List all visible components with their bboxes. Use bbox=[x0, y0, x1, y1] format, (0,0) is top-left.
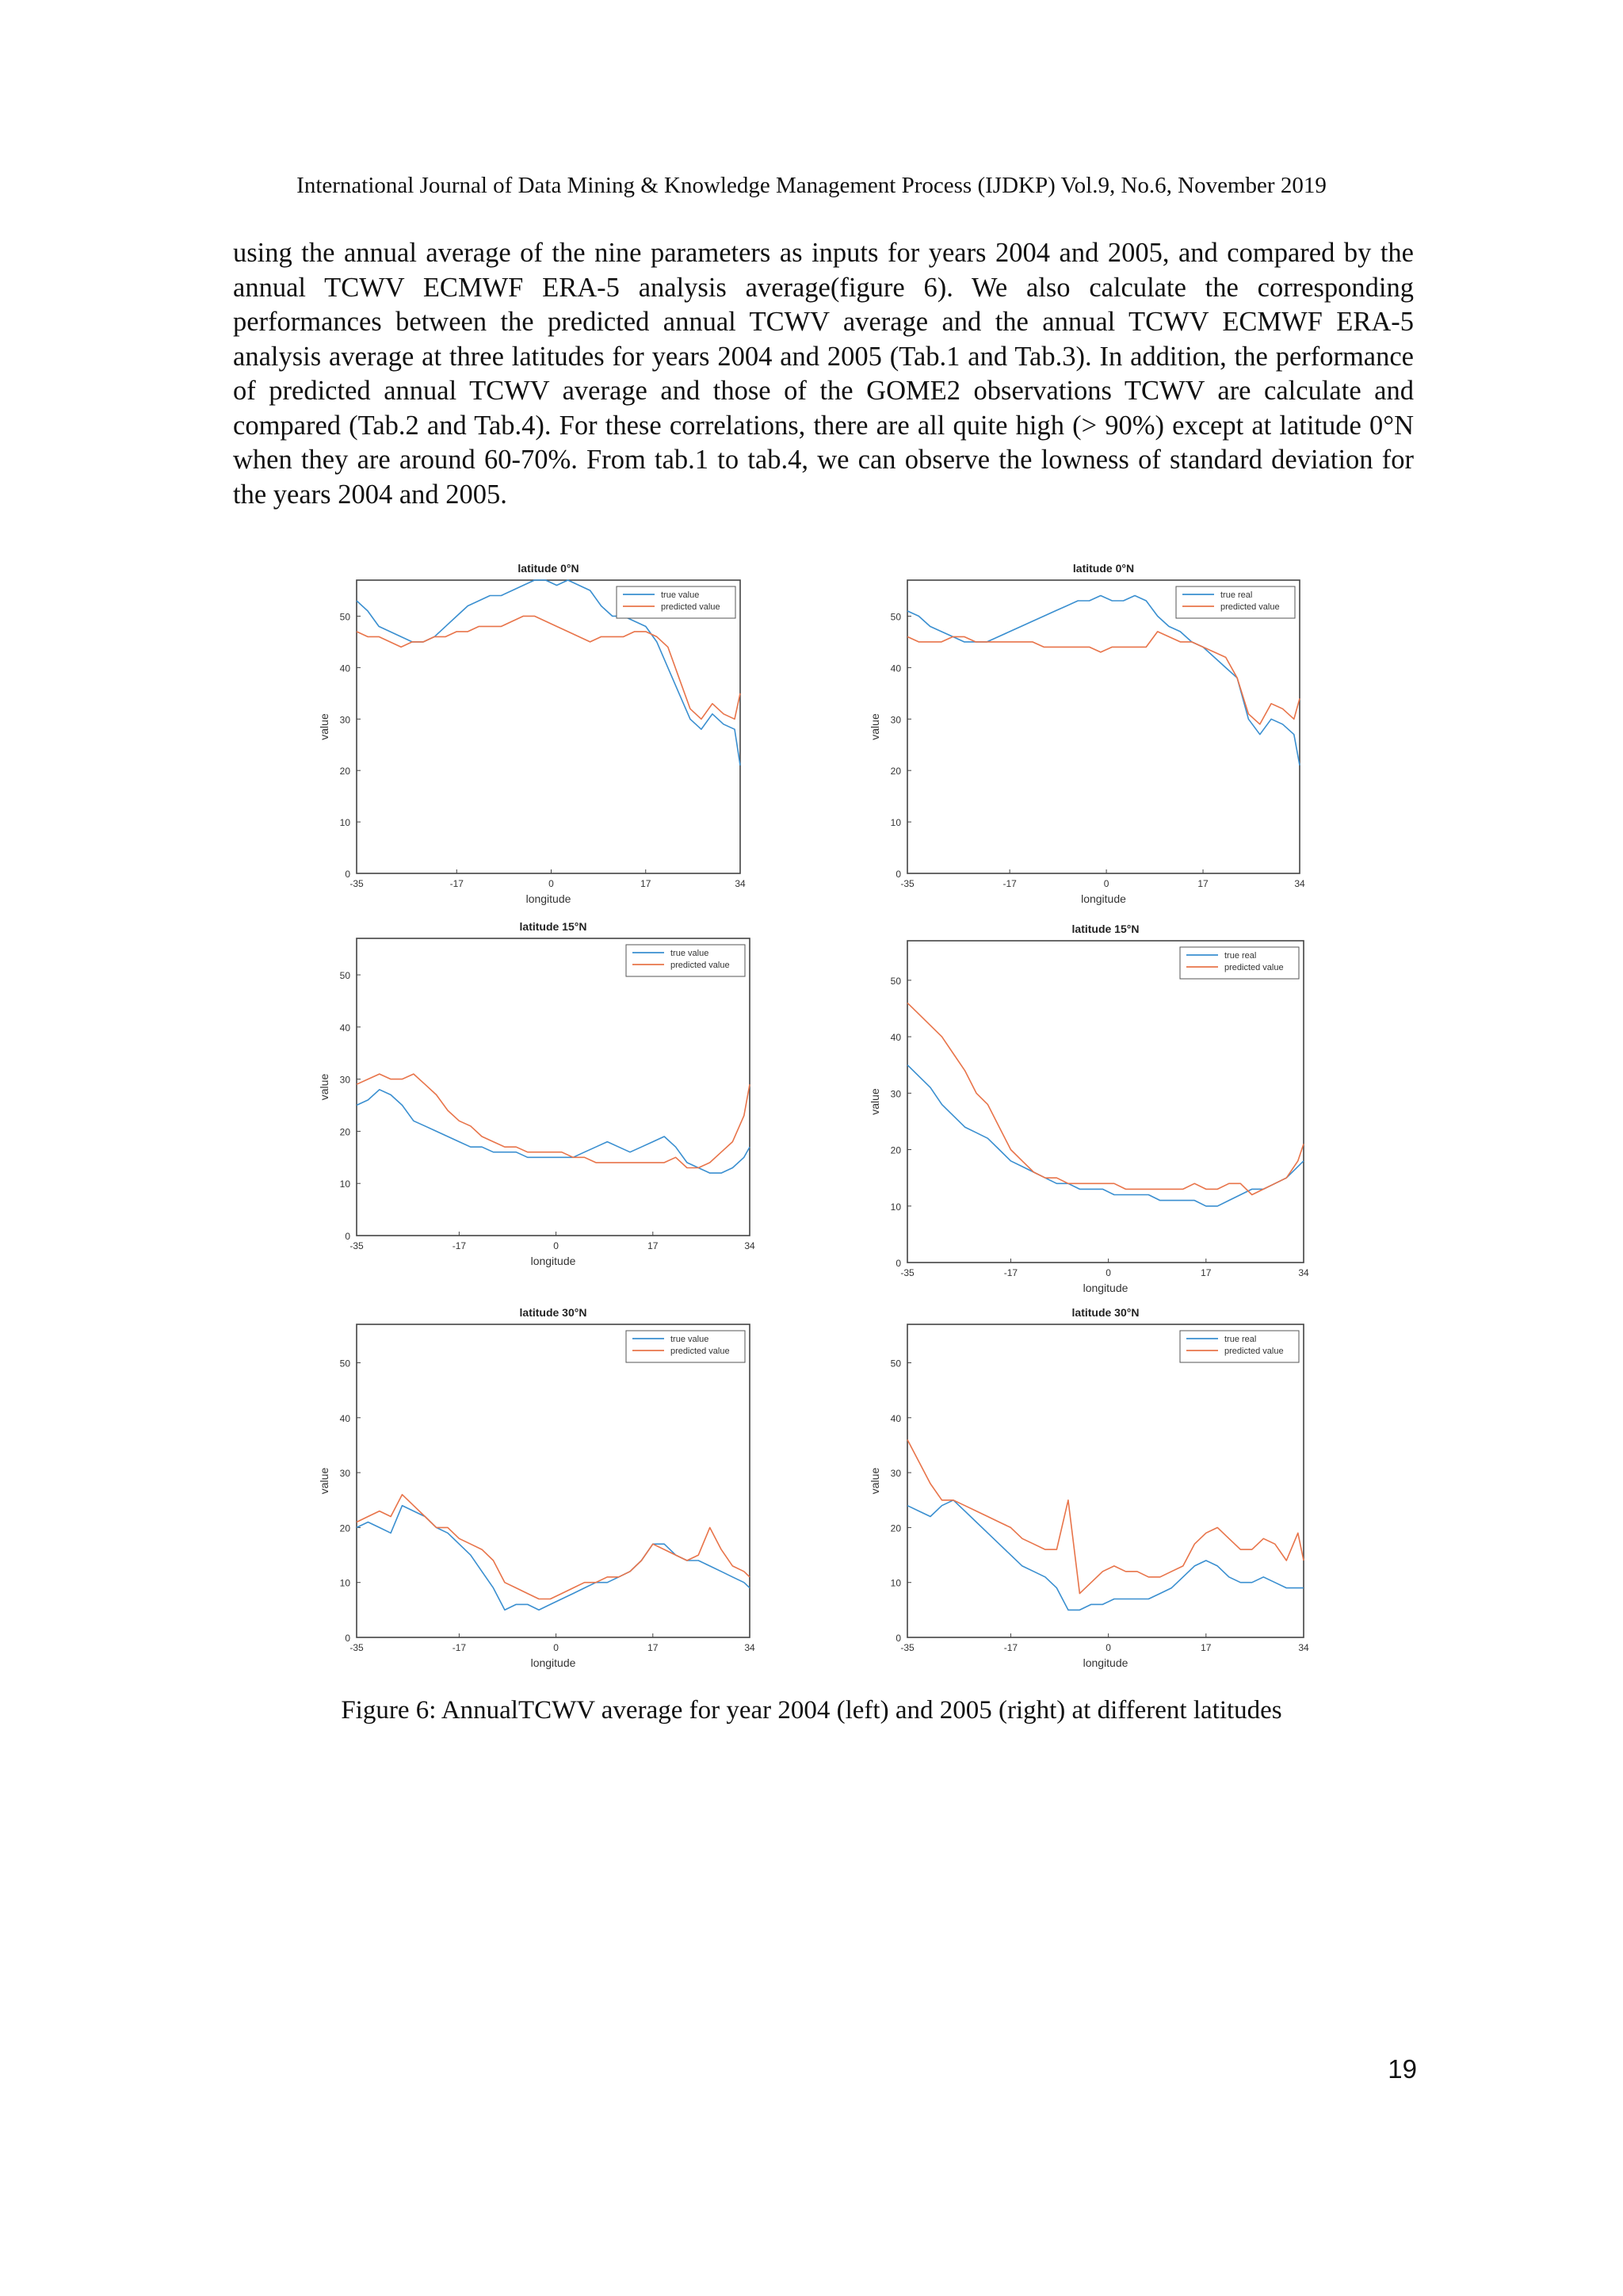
y-tick-label: 0 bbox=[345, 1633, 350, 1644]
y-tick-label: 0 bbox=[896, 1258, 901, 1269]
running-head: International Journal of Data Mining & Knowledge Management Process (IJDKP) Vol.9, No.6, November 2019 bbox=[296, 173, 1327, 198]
y-tick-label: 20 bbox=[339, 1126, 350, 1138]
y-axis-label: value bbox=[869, 1467, 881, 1495]
x-tick-label: 34 bbox=[744, 1240, 755, 1251]
x-tick-label: -35 bbox=[900, 1267, 915, 1278]
y-tick-label: 40 bbox=[339, 1412, 350, 1424]
y-tick-label: 30 bbox=[339, 1074, 350, 1086]
x-axis-label: longitude bbox=[1083, 1282, 1128, 1294]
legend-label: true value bbox=[670, 1335, 709, 1344]
legend-label: predicted value bbox=[670, 961, 730, 970]
y-axis-label: value bbox=[318, 713, 330, 740]
y-tick-label: 20 bbox=[339, 766, 350, 777]
x-tick-label: -35 bbox=[349, 1642, 364, 1653]
y-tick-label: 50 bbox=[890, 611, 901, 623]
legend-label: true real bbox=[1220, 590, 1253, 600]
chart-title: latitude 15°N bbox=[1071, 923, 1140, 935]
x-tick-label: -17 bbox=[452, 1240, 467, 1251]
chart-panel-4 bbox=[869, 923, 1309, 1294]
plot-area bbox=[907, 1324, 1304, 1637]
y-tick-label: 0 bbox=[896, 1633, 901, 1644]
x-tick-label: -17 bbox=[1003, 1267, 1018, 1278]
x-tick-label: -35 bbox=[349, 1240, 364, 1251]
x-tick-label: -17 bbox=[1002, 878, 1017, 889]
y-tick-label: 40 bbox=[339, 1022, 350, 1033]
x-tick-label: 0 bbox=[553, 1240, 559, 1251]
y-tick-label: 50 bbox=[339, 970, 350, 982]
legend-label: predicted value bbox=[1224, 963, 1284, 972]
y-axis-label: value bbox=[869, 1088, 881, 1115]
chart-title: latitude 30°N bbox=[519, 1306, 587, 1319]
y-tick-label: 20 bbox=[890, 1144, 901, 1156]
chart-title: latitude 15°N bbox=[519, 920, 587, 933]
legend-label: predicted value bbox=[670, 1347, 730, 1356]
x-tick-label: -35 bbox=[349, 878, 364, 889]
x-tick-label: 17 bbox=[640, 878, 651, 889]
chart-panel-6 bbox=[869, 1306, 1309, 1669]
chart-title: latitude 0°N bbox=[1072, 562, 1135, 575]
chart-title: latitude 30°N bbox=[1071, 1306, 1140, 1319]
x-axis-label: longitude bbox=[1083, 1656, 1128, 1669]
y-tick-label: 40 bbox=[890, 1032, 901, 1044]
x-tick-label: 34 bbox=[744, 1642, 755, 1653]
x-tick-label: 0 bbox=[1106, 1642, 1111, 1653]
y-tick-label: 30 bbox=[890, 1088, 901, 1100]
page-number: 19 bbox=[1388, 2054, 1417, 2084]
y-tick-label: 0 bbox=[345, 1231, 350, 1242]
x-tick-label: 17 bbox=[647, 1240, 659, 1251]
y-tick-label: 30 bbox=[890, 1468, 901, 1480]
y-tick-label: 10 bbox=[890, 817, 901, 829]
plot-area bbox=[357, 580, 740, 873]
y-tick-label: 0 bbox=[345, 869, 350, 880]
y-tick-label: 10 bbox=[339, 1577, 350, 1589]
x-axis-label: longitude bbox=[1081, 892, 1126, 905]
chart-panel-5 bbox=[318, 1306, 755, 1669]
y-tick-label: 10 bbox=[339, 817, 350, 829]
x-axis-label: longitude bbox=[525, 892, 571, 905]
x-tick-label: -17 bbox=[452, 1642, 467, 1653]
y-tick-label: 20 bbox=[890, 1522, 901, 1534]
legend-label: predicted value bbox=[661, 602, 720, 612]
y-tick-label: 30 bbox=[339, 714, 350, 726]
y-tick-label: 40 bbox=[339, 663, 350, 674]
chart-panel-2 bbox=[869, 562, 1305, 905]
figure-caption: Figure 6: AnnualTCWV average for year 2004 (left) and 2005 (right) at different latitudes bbox=[341, 1696, 1282, 1725]
x-tick-label: 0 bbox=[1106, 1267, 1111, 1278]
legend-label: predicted value bbox=[1224, 1347, 1284, 1356]
x-tick-label: 34 bbox=[1298, 1267, 1309, 1278]
y-tick-label: 30 bbox=[890, 714, 901, 726]
legend-label: true value bbox=[670, 949, 709, 958]
y-axis-label: value bbox=[318, 1073, 330, 1101]
x-tick-label: 0 bbox=[553, 1642, 559, 1653]
y-axis-label: value bbox=[869, 713, 881, 740]
y-tick-label: 40 bbox=[890, 1412, 901, 1424]
y-tick-label: 30 bbox=[339, 1468, 350, 1480]
x-axis-label: longitude bbox=[530, 1255, 576, 1267]
x-tick-label: 17 bbox=[647, 1642, 659, 1653]
paragraph-text: using the annual average of the nine parameters as inputs for years 2004 and 2005, and compared by the annual TCWV ECMWF ERA-5 analysis average(figure 6). We also calculate the corresponding performances between the predicted annual TCWV average and the annual TCWV ECMWF ERA-5 analysis average at three latitudes for years 2004 and 2005 (Tab.1 and Tab.3). In addition, the performance of predicted annual TCWV average and those of the GOME2 observations TCWV are calculate and compared (Tab.2 and Tab.4). For these correlations, there are all quite high (> 90%) except at latitude 0°N when they are around 60-70%. From tab.1 to tab.4, we can observe the lowness of standard deviation for the years 2004 and 2005. bbox=[233, 238, 1414, 510]
chart-panel-3 bbox=[318, 920, 755, 1267]
y-tick-label: 50 bbox=[339, 611, 350, 623]
y-tick-label: 20 bbox=[890, 766, 901, 777]
plot-area bbox=[907, 580, 1300, 873]
x-axis-label: longitude bbox=[530, 1656, 576, 1669]
x-tick-label: 17 bbox=[1197, 878, 1209, 889]
x-tick-label: 17 bbox=[1201, 1267, 1212, 1278]
y-axis-label: value bbox=[318, 1467, 330, 1495]
y-tick-label: 50 bbox=[890, 975, 901, 987]
legend-label: true value bbox=[661, 590, 700, 600]
y-tick-label: 10 bbox=[339, 1179, 350, 1190]
y-tick-label: 0 bbox=[896, 869, 901, 880]
y-tick-label: 50 bbox=[339, 1358, 350, 1370]
x-tick-label: 0 bbox=[1103, 878, 1109, 889]
legend-label: true real bbox=[1224, 951, 1257, 961]
y-tick-label: 20 bbox=[339, 1522, 350, 1534]
x-tick-label: -35 bbox=[900, 1642, 915, 1653]
x-tick-label: 17 bbox=[1201, 1642, 1212, 1653]
legend-label: predicted value bbox=[1220, 602, 1280, 612]
plot-area bbox=[907, 941, 1304, 1263]
y-tick-label: 10 bbox=[890, 1201, 901, 1213]
chart-panel-1 bbox=[318, 562, 746, 905]
x-tick-label: 0 bbox=[548, 878, 554, 889]
plot-area bbox=[357, 938, 750, 1236]
x-tick-label: -17 bbox=[449, 878, 464, 889]
x-tick-label: 34 bbox=[735, 878, 746, 889]
chart-title: latitude 0°N bbox=[517, 562, 579, 575]
y-tick-label: 10 bbox=[890, 1577, 901, 1589]
x-tick-label: 34 bbox=[1298, 1642, 1309, 1653]
legend-label: true real bbox=[1224, 1335, 1257, 1344]
x-tick-label: -35 bbox=[900, 878, 915, 889]
x-tick-label: -17 bbox=[1003, 1642, 1018, 1653]
y-tick-label: 40 bbox=[890, 663, 901, 674]
plot-area bbox=[357, 1324, 750, 1637]
y-tick-label: 50 bbox=[890, 1358, 901, 1370]
x-tick-label: 34 bbox=[1294, 878, 1305, 889]
